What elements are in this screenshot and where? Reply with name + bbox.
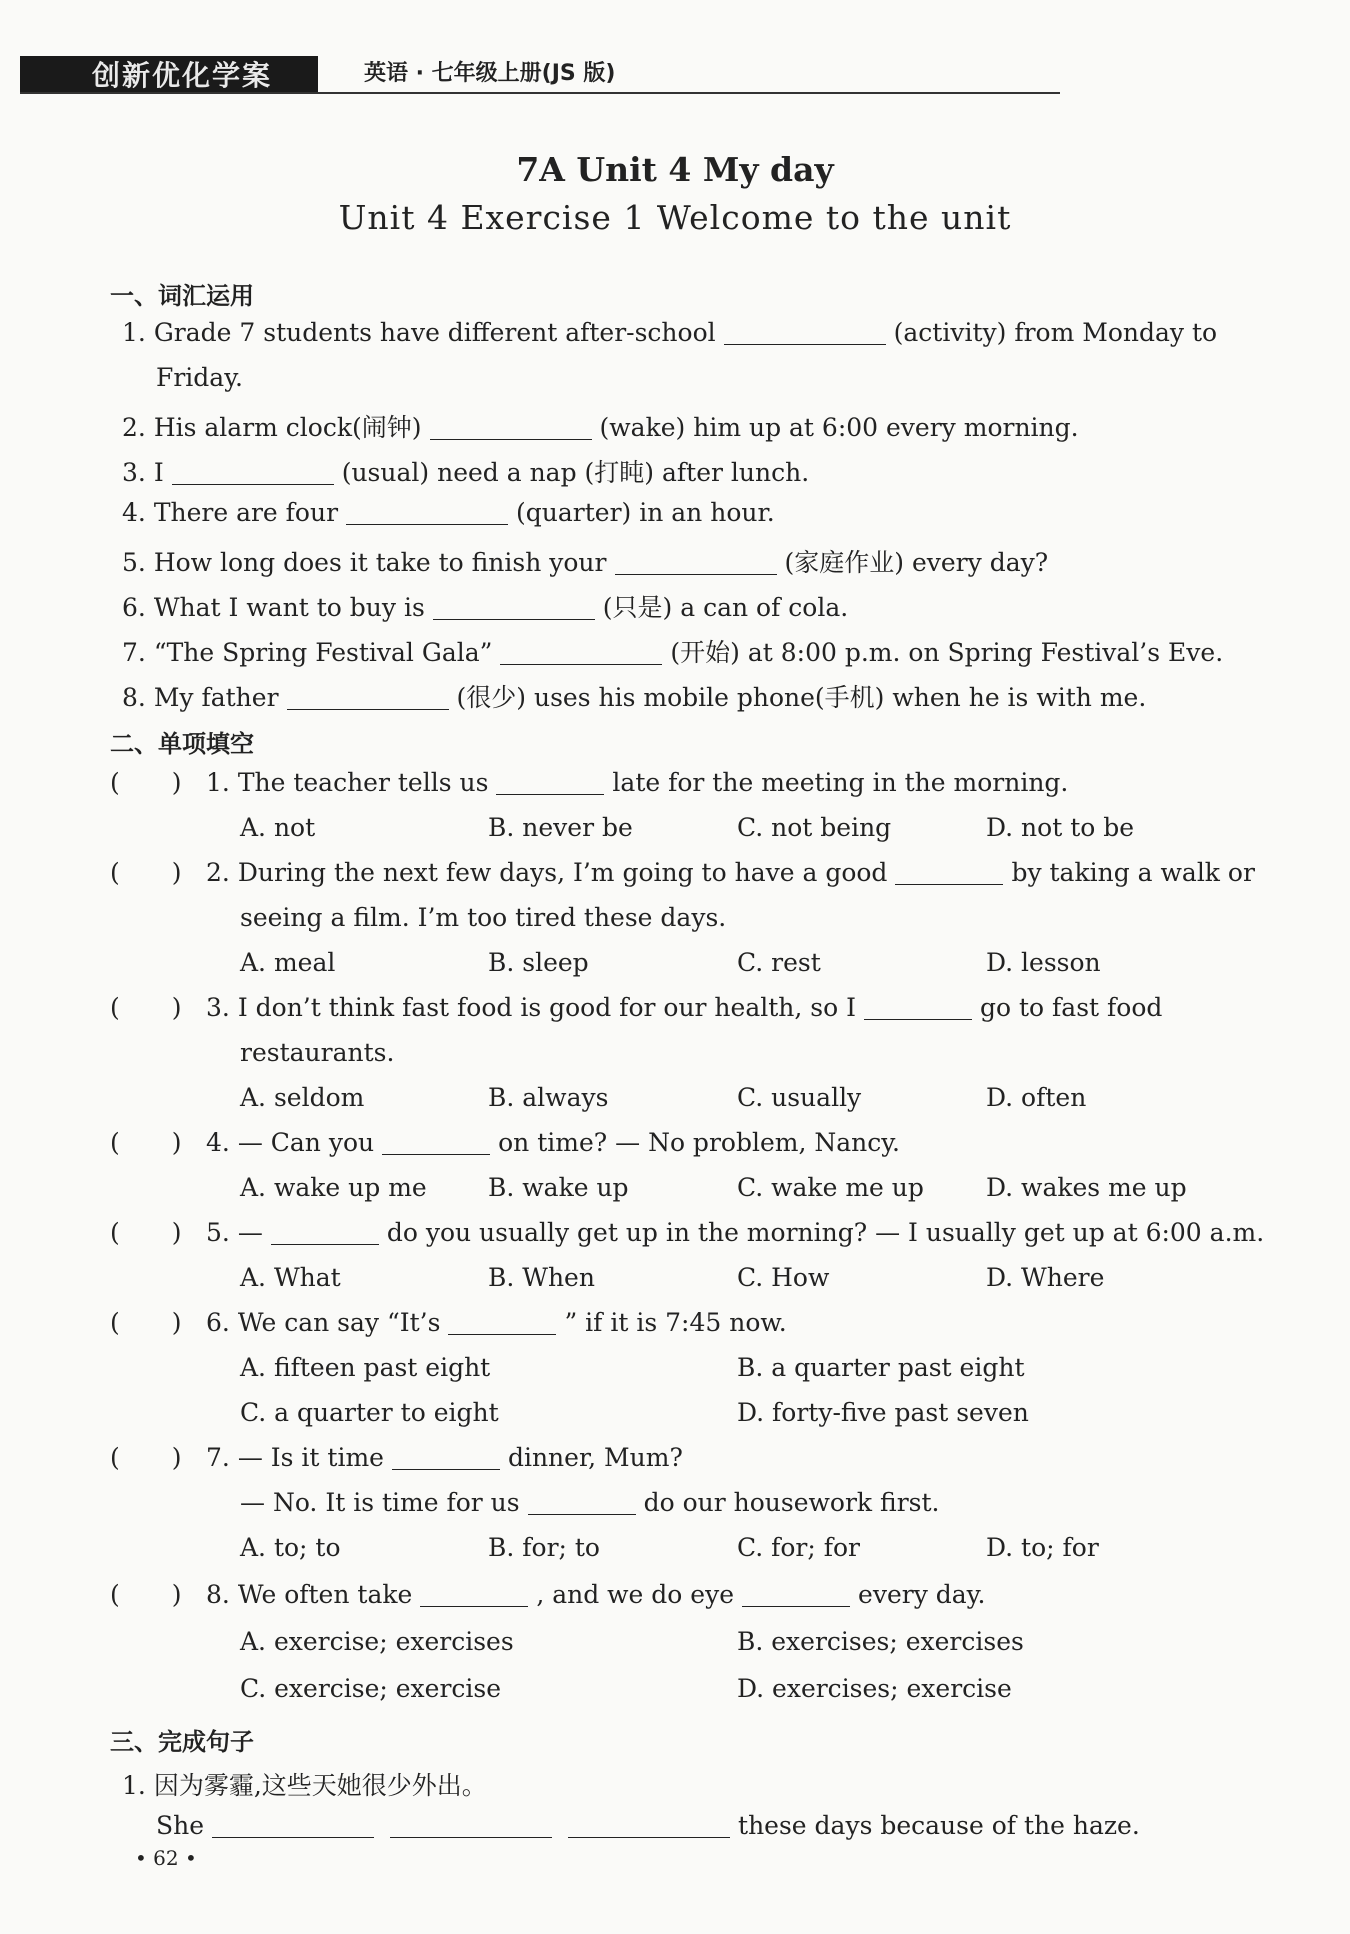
vocab-item-1-cont: Friday.	[156, 363, 243, 392]
bracket-left: (	[110, 768, 120, 797]
item-text: (quarter) in an hour.	[516, 498, 775, 527]
mc-question-1	[206, 768, 1068, 797]
answer-bracket[interactable]	[110, 1128, 182, 1157]
answer-blank[interactable]	[390, 1812, 552, 1838]
bracket-right: )	[171, 993, 182, 1022]
bracket-right: )	[171, 858, 182, 887]
option-d[interactable]: D. forty-five past seven	[737, 1398, 1029, 1427]
vocab-item-7	[122, 633, 1223, 669]
mc-question-2	[206, 858, 1255, 887]
answer-blank[interactable]	[568, 1812, 730, 1838]
question-number: 5.	[206, 1218, 230, 1247]
mc-question-6	[206, 1308, 787, 1337]
bracket-left: (	[110, 1128, 120, 1157]
item-text: Grade 7 students have different after-school	[153, 318, 716, 347]
page-number: • 62 •	[135, 1846, 197, 1870]
book-title: 英语 · 七年级上册(JS 版)	[364, 61, 616, 86]
answer-blank[interactable]	[271, 1219, 379, 1245]
option-b[interactable]: B. wake up	[488, 1173, 629, 1202]
bracket-right: )	[171, 1308, 182, 1337]
question-number: 6.	[206, 1308, 230, 1337]
bracket-left: (	[110, 1308, 120, 1337]
answer-bracket[interactable]	[110, 768, 182, 797]
question-text: — No. It is time for us	[240, 1488, 520, 1517]
answer-blank[interactable]	[287, 684, 449, 710]
bracket-right: )	[171, 1580, 182, 1609]
section-heading-vocabulary: 一、词汇运用	[110, 282, 254, 310]
question-text: We often take	[237, 1580, 413, 1609]
vocab-item-4	[122, 498, 775, 527]
question-text: late for the meeting in the morning.	[612, 768, 1069, 797]
answer-blank[interactable]	[500, 639, 662, 665]
answer-blank[interactable]	[448, 1309, 556, 1335]
item-text: (开始) at 8:00 p.m. on Spring Festival’s Eve.	[670, 638, 1224, 667]
vocab-item-3	[122, 453, 809, 489]
unit-title: 7A Unit 4 My day	[516, 150, 834, 189]
option-b[interactable]: B. exercises; exercises	[737, 1627, 1024, 1656]
option-a[interactable]: A. fifteen past eight	[240, 1353, 491, 1382]
mc-question-3	[206, 993, 1162, 1022]
option-d[interactable]: D. wakes me up	[986, 1173, 1187, 1202]
answer-blank[interactable]	[420, 1581, 528, 1607]
item-text: I	[153, 458, 164, 487]
option-b[interactable]: B. When	[488, 1263, 595, 1292]
brand-logo-text: 创新优化学案	[92, 59, 273, 92]
option-b[interactable]: B. a quarter past eight	[737, 1353, 1025, 1382]
question-number: 3.	[206, 993, 230, 1022]
question-text: , and we do eye	[536, 1580, 735, 1609]
answer-bracket[interactable]	[110, 1580, 182, 1609]
mc-question-2-cont: seeing a film. I’m too tired these days.	[240, 903, 727, 932]
bracket-left: (	[110, 1443, 120, 1472]
answer-blank[interactable]	[528, 1489, 636, 1515]
item-text: 因为雾霾,这些天她很少外出。	[153, 1771, 487, 1800]
mc-question-7	[206, 1443, 683, 1472]
question-text: —	[237, 1218, 263, 1247]
option-a[interactable]: A. seldom	[240, 1083, 365, 1112]
bracket-right: )	[171, 1443, 182, 1472]
item-number: 2.	[122, 413, 146, 442]
option-c[interactable]: C. How	[737, 1263, 830, 1292]
item-text: (wake) him up at 6:00 every morning.	[599, 413, 1079, 442]
answer-bracket[interactable]	[110, 1218, 182, 1247]
answer-blank[interactable]	[433, 594, 595, 620]
item-text: She	[156, 1811, 205, 1840]
answer-blank[interactable]	[496, 769, 604, 795]
mc-question-3-cont: restaurants.	[240, 1038, 395, 1067]
exercise-title: Unit 4 Exercise 1 Welcome to the unit	[338, 198, 1012, 237]
answer-blank[interactable]	[382, 1129, 490, 1155]
bracket-right: )	[171, 768, 182, 797]
answer-blank[interactable]	[895, 859, 1003, 885]
answer-blank[interactable]	[172, 459, 334, 485]
sentence-item-1	[122, 1766, 487, 1802]
section-heading-multiple-choice: 二、单项填空	[110, 730, 254, 758]
option-d[interactable]: D. exercises; exercise	[737, 1674, 1012, 1703]
item-text: My father	[153, 683, 279, 712]
option-c[interactable]: C. for; for	[737, 1533, 861, 1562]
item-text: How long does it take to finish your	[153, 548, 607, 577]
vocab-item-1	[122, 318, 1217, 347]
mc-question-8	[206, 1580, 985, 1609]
question-text: by taking a walk or	[1011, 858, 1255, 887]
option-d[interactable]: D. not to be	[986, 813, 1135, 842]
answer-bracket[interactable]	[110, 858, 182, 887]
option-d[interactable]: D. to; for	[986, 1533, 1099, 1562]
option-c[interactable]: C. wake me up	[737, 1173, 924, 1202]
question-text: I don’t think fast food is good for our health, so I	[237, 993, 856, 1022]
item-text: “The Spring Festival Gala”	[153, 638, 493, 667]
item-text: (usual) need a nap (打盹) after lunch.	[341, 458, 810, 487]
question-text: go to fast food	[979, 993, 1163, 1022]
bracket-left: (	[110, 858, 120, 887]
section-heading-complete-sentences: 三、完成句子	[110, 1728, 254, 1756]
sentence-item-1-answer	[156, 1811, 1140, 1840]
answer-bracket[interactable]	[110, 1308, 182, 1337]
answer-bracket[interactable]	[110, 1443, 182, 1472]
brand-logo	[20, 56, 318, 92]
item-number: 6.	[122, 593, 146, 622]
item-number: 1.	[122, 1771, 146, 1800]
option-c[interactable]: C. usually	[737, 1083, 862, 1112]
option-b[interactable]: B. never be	[488, 813, 633, 842]
option-d[interactable]: D. Where	[986, 1263, 1105, 1292]
item-text: (很少) uses his mobile phone(手机) when he is with me.	[456, 683, 1147, 712]
item-text: (家庭作业) every day?	[784, 548, 1049, 577]
option-d[interactable]: D. lesson	[986, 948, 1101, 977]
item-number: 8.	[122, 683, 146, 712]
question-number: 4.	[206, 1128, 230, 1157]
item-text: (activity) from Monday to	[893, 318, 1218, 347]
question-text: do our housework first.	[643, 1488, 940, 1517]
option-b[interactable]: B. sleep	[488, 948, 589, 977]
option-a[interactable]: A. to; to	[240, 1533, 341, 1562]
vocab-item-2	[122, 408, 1079, 444]
question-text: During the next few days, I’m going to have a good	[237, 858, 888, 887]
option-d[interactable]: D. often	[986, 1083, 1087, 1112]
answer-blank[interactable]	[430, 414, 592, 440]
item-number: 7.	[122, 638, 146, 667]
bracket-left: (	[110, 993, 120, 1022]
answer-blank[interactable]	[212, 1812, 374, 1838]
question-text: do you usually get up in the morning? — I usually get up at 6:00 a.m.	[386, 1218, 1265, 1247]
question-text: on time? — No problem, Nancy.	[498, 1128, 900, 1157]
question-text: The teacher tells us	[237, 768, 489, 797]
option-a[interactable]: A. What	[240, 1263, 341, 1292]
option-a[interactable]: A. meal	[240, 948, 336, 977]
item-text: (只是) a can of cola.	[602, 593, 849, 622]
option-a[interactable]: A. not	[240, 813, 316, 842]
mc-question-5	[206, 1218, 1264, 1247]
option-c[interactable]: C. not being	[737, 813, 892, 842]
answer-blank[interactable]	[864, 994, 972, 1020]
item-number: 1.	[122, 318, 146, 347]
question-text: — Is it time	[237, 1443, 384, 1472]
option-c[interactable]: C. a quarter to eight	[240, 1398, 499, 1427]
item-text: His alarm clock(闹钟)	[153, 413, 422, 442]
vocab-item-6	[122, 588, 848, 624]
item-text: these days because of the haze.	[738, 1811, 1140, 1840]
option-c[interactable]: C. exercise; exercise	[240, 1674, 502, 1703]
answer-blank[interactable]	[742, 1581, 850, 1607]
question-number: 2.	[206, 858, 230, 887]
question-text: We can say “It’s	[237, 1308, 441, 1337]
bracket-right: )	[171, 1128, 182, 1157]
question-text: every day.	[858, 1580, 986, 1609]
question-number: 8.	[206, 1580, 230, 1609]
answer-bracket[interactable]	[110, 993, 182, 1022]
question-text: — Can you	[237, 1128, 375, 1157]
option-b[interactable]: B. for; to	[488, 1533, 600, 1562]
bracket-right: )	[171, 1218, 182, 1247]
question-number: 7.	[206, 1443, 230, 1472]
bracket-left: (	[110, 1218, 120, 1247]
item-text: What I want to buy is	[153, 593, 425, 622]
option-b[interactable]: B. always	[488, 1083, 609, 1112]
mc-question-7-cont	[240, 1488, 939, 1517]
header-rule	[20, 92, 1060, 94]
vocab-item-5	[122, 543, 1048, 579]
answer-blank[interactable]	[724, 319, 886, 345]
question-text: ” if it is 7:45 now.	[564, 1308, 787, 1337]
item-number: 5.	[122, 548, 146, 577]
question-text: dinner, Mum?	[507, 1443, 683, 1472]
item-number: 3.	[122, 458, 146, 487]
mc-question-4	[206, 1128, 900, 1157]
answer-blank[interactable]	[346, 499, 508, 525]
item-text: There are four	[153, 498, 339, 527]
answer-blank[interactable]	[392, 1444, 500, 1470]
answer-blank[interactable]	[615, 549, 777, 575]
bracket-left: (	[110, 1580, 120, 1609]
vocab-item-8	[122, 678, 1146, 714]
option-c[interactable]: C. rest	[737, 948, 821, 977]
question-number: 1.	[206, 768, 230, 797]
option-a[interactable]: A. wake up me	[240, 1173, 427, 1202]
item-number: 4.	[122, 498, 146, 527]
option-a[interactable]: A. exercise; exercises	[240, 1627, 514, 1656]
